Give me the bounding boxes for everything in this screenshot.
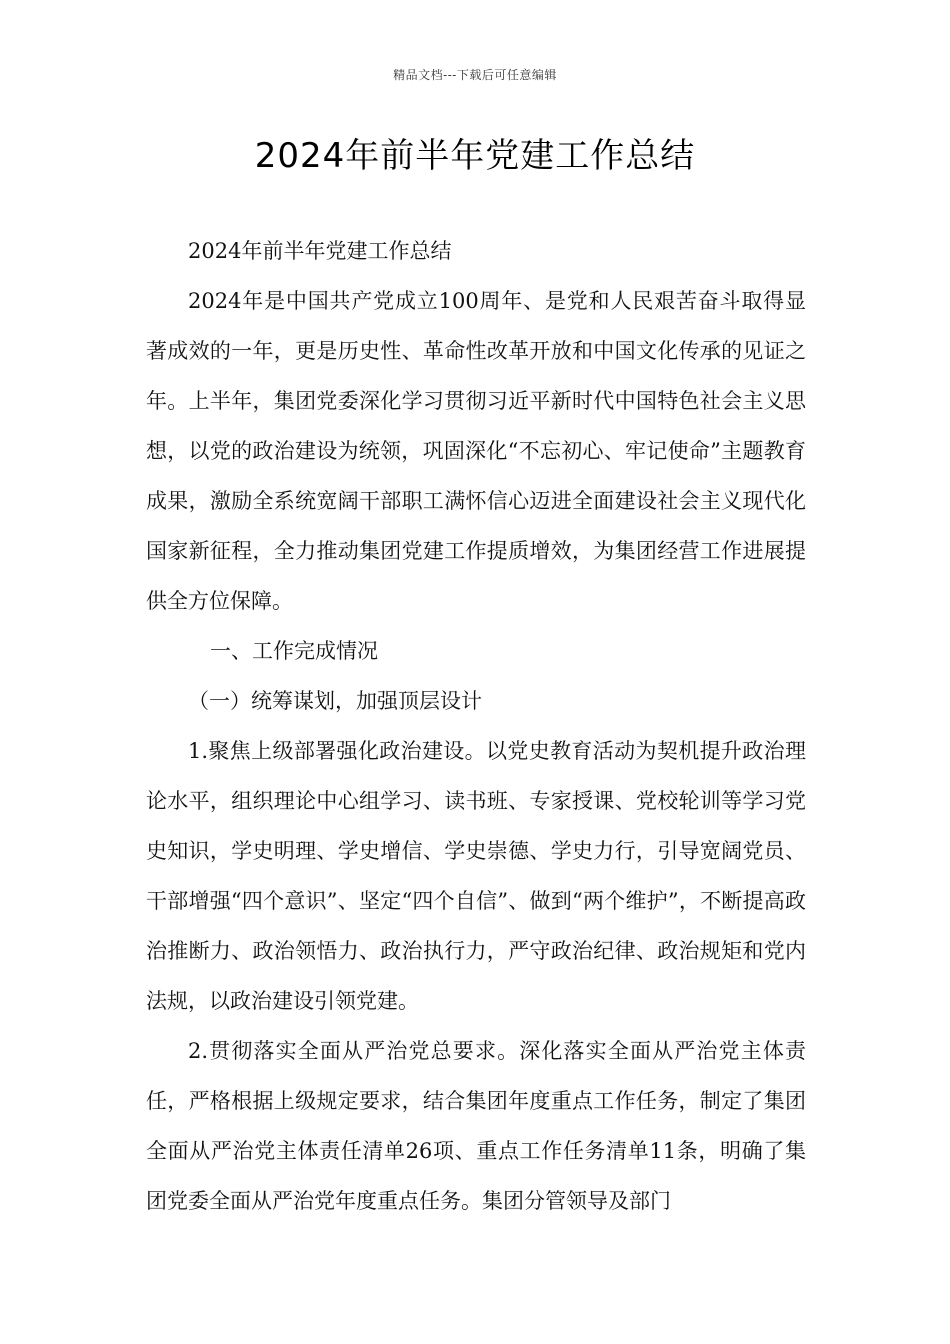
section-heading: 一、工作完成情况 [210, 639, 378, 663]
document-body [146, 226, 806, 1226]
document-title: 2024年前半年党建工作总结 [254, 136, 696, 176]
paragraph-intro: 2024年是中国共产党成立100周年、是党和人民艰苦奋斗取得显著成效的一年，更是历史性、革命性改革开放和中国文化传承的见证之年。上半年，集团党委深化学习贯彻习近平新时代中国特色社会主义思想，以党的政治建设为统领，巩固深化“不忘初心、牢记使命”主题教育成果，激励全系统宽阔干部职工满怀信心迈进全面建设社会主义现代化国家新征程，全力推动集团党建工作提质增效，为集团经营工作进展提供全方位保障。 [146, 289, 806, 613]
subsection-heading: （一）统筹谋划，加强顶层设计 [188, 689, 482, 713]
header-note: 精品文档---下载后可任意编辑 [393, 68, 557, 82]
paragraph-subtitle: 2024年前半年党建工作总结 [188, 239, 452, 263]
paragraph-item-1: 1.聚焦上级部署强化政治建设。以党史教育活动为契机提升政治理论水平，组织理论中心组学习、读书班、专家授课、党校轮训等学习党史知识，学史明理、学史增信、学史崇德、学史力行，引导宽阔党员、干部增强“四个意识”、坚定“四个自信”、做到“两个维护”，不断提高政治推断力、政治领悟力、政治执行力，严守政治纪律、政治规矩和党内法规，以政治建设引领党建。 [146, 739, 806, 1013]
paragraph-item-2: 2.贯彻落实全面从严治党总要求。深化落实全面从严治党主体责任，严格根据上级规定要求，结合集团年度重点工作任务，制定了集团全面从严治党主体责任清单26项、重点工作任务清单11条，明确了集团党委全面从严治党年度重点任务。集团分管领导及部门 [146, 1039, 806, 1213]
